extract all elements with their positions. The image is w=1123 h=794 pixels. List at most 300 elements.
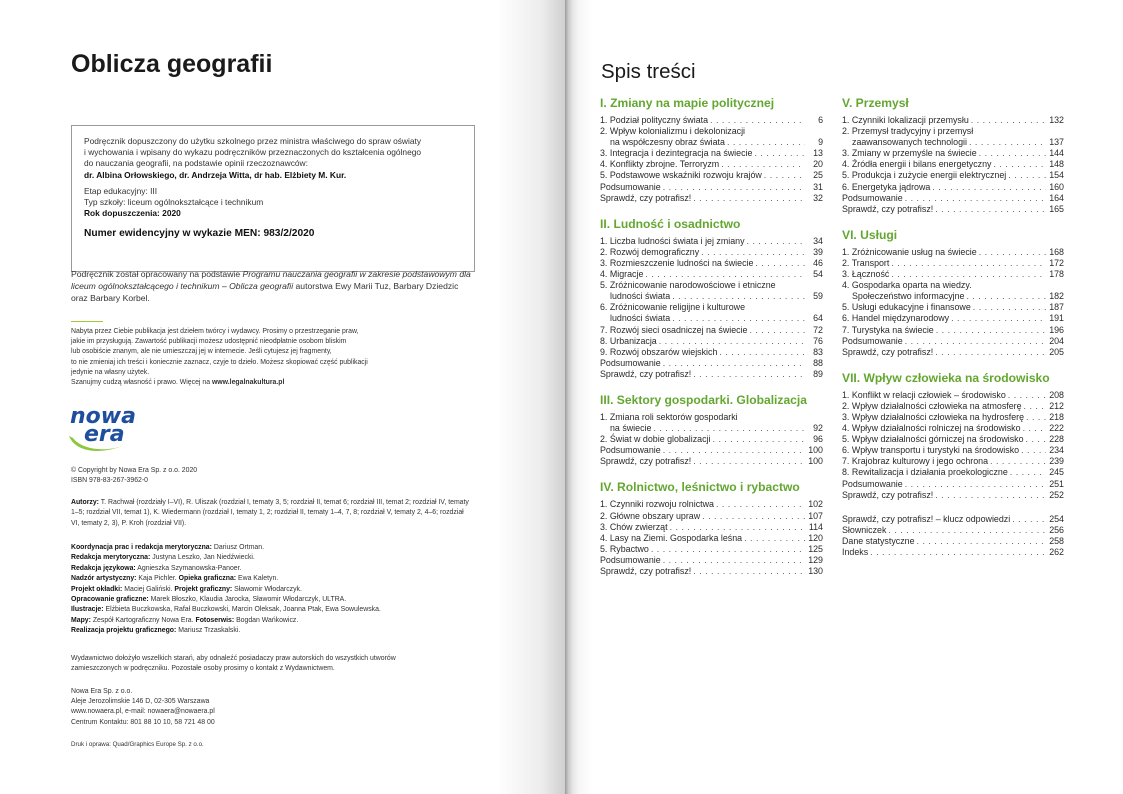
nowa-era-logo [66, 400, 146, 456]
credit-line: Koordynacja prac i redakcja merytoryczna: Dariusz Ortman. [71, 544, 265, 551]
dot-leader [1021, 445, 1046, 456]
dot-leader [1008, 170, 1046, 181]
men-number: Numer ewidencyjny w wykazie MEN: 983/2/2020 [84, 228, 315, 240]
toc-entry[interactable] [600, 369, 823, 380]
toc-chapter-title[interactable]: VII. Wpływ człowieka na środowisko [842, 370, 1050, 385]
toc-entry-title: 6. Handel międzynarodowy [842, 313, 950, 324]
toc-page-number: 160 [1049, 181, 1064, 192]
dot-leader [710, 115, 805, 126]
dot-leader [936, 325, 1046, 336]
toc-entry[interactable] [600, 126, 823, 137]
toc-entry-title: Podsumowanie [842, 335, 903, 346]
toc-page-number: 191 [1049, 313, 1064, 324]
toc-entry-title: Podsumowanie [600, 357, 661, 368]
dot-leader [659, 336, 805, 347]
toc-column-right [842, 96, 1064, 558]
dot-leader [663, 358, 805, 369]
dot-leader [663, 445, 805, 456]
toc-entry[interactable] [842, 456, 1064, 467]
credits [71, 543, 471, 637]
toc-entry-title: ludności świata [610, 313, 671, 324]
dot-leader [701, 247, 805, 258]
dot-leader [951, 313, 1046, 324]
toc-entry[interactable] [600, 193, 823, 204]
dot-leader [670, 522, 805, 533]
toc-entry[interactable] [842, 193, 1064, 204]
toc-entry[interactable] [842, 204, 1064, 215]
toc-column-left [600, 96, 823, 590]
toc-entry[interactable] [600, 511, 823, 522]
dot-leader [727, 137, 805, 148]
toc-entry-title: 4. Wpływ działalności rolniczej na środowisko [842, 423, 1021, 434]
toc-entry-title: 4. Konflikty zbrojne. Terroryzm [600, 159, 720, 170]
toc-entry[interactable] [842, 423, 1064, 434]
dot-leader [979, 247, 1046, 258]
toc-page-number: 251 [1049, 478, 1064, 489]
toc-page-number: 129 [808, 554, 823, 565]
toc-page-number: 252 [1049, 489, 1064, 500]
toc-entry[interactable] [842, 291, 1064, 302]
dot-leader [693, 369, 805, 380]
dot-leader [990, 456, 1046, 467]
credit-line: Ilustracje: Elżbieta Buczkowska, Rafał Buczkowski, Marcin Oleksak, Joanna Ptak, Ewa Sowulewska. [71, 606, 381, 614]
dot-leader [905, 336, 1046, 347]
toc-entry[interactable] [600, 236, 823, 247]
toc-entry-title: 8. Rewitalizacja i działania proekologiczne [842, 467, 1008, 478]
toc-entry[interactable] [842, 525, 1064, 536]
dot-leader [905, 193, 1046, 204]
credit-line: Mapy: Zespół Kartograficzny Nowa Era. Fotoserwis: Bogdan Wańkowicz. [71, 616, 299, 624]
toc-entry-title: Indeks [842, 547, 869, 557]
dot-leader [672, 313, 805, 324]
dot-leader [653, 423, 805, 434]
toc-entry[interactable] [600, 182, 823, 193]
legal-notice: Nabyta przez Ciebie publikacja jest dziełem twórcy i wydawcy. Prosimy o przestrzeganie praw, jakie im przysługują. Zawartość publikacji możesz udostępnić nieodpłatnie osobom bliskim lub osobiście znanym, ale nie umieszczaj jej w internecie. Jeśli cytujesz jej fragmenty, to nie zmieniaj ich treści i koniecznie zaznacz, czyje to dzieło. Możesz skopiować część publikacji jedynie na własny użytek. Szanujmy cudzą własność i prawo. Więcej na www.legalnakultura.pl [71, 328, 368, 387]
toc-entry-title: Sprawdź, czy potrafisz! [600, 192, 692, 203]
toc-entry-title: Sprawdź, czy potrafisz! [600, 368, 692, 379]
toc-page-number: 130 [808, 566, 823, 576]
toc-entry-title: 2. Transport [842, 257, 890, 268]
toc-entry[interactable] [600, 302, 823, 313]
toc-entry-title: 5. Usługi edukacyjne i finansowe [842, 302, 971, 313]
toc-entry-title: 4. Źródła energii i bilans energetyczny [842, 159, 992, 170]
toc-entry-title: 1. Zmiana roli sektorów gospodarki [600, 411, 738, 422]
credit-line: Nadzór artystyczny: Kaja Pichler. Opieka graficzna: Ewa Kaletyn. [71, 575, 279, 583]
toc-entry[interactable] [842, 313, 1064, 324]
toc-chapter-title[interactable]: VI. Usługi [842, 227, 898, 242]
toc-page-number: 20 [813, 159, 823, 170]
toc-entry-title: Sprawdź, czy potrafisz! [842, 346, 934, 357]
dot-leader [971, 115, 1046, 126]
toc-entry-title: zaawansowanych technologii [852, 137, 967, 148]
toc-page-number: 64 [813, 313, 823, 324]
approval-line: i wychowania i wpisany do wykazu podręczników przeznaczonych do kształcenia ogólnego [84, 147, 422, 158]
toc-page-number: 137 [1049, 137, 1064, 148]
toc-chapter [600, 217, 823, 380]
toc-entry[interactable] [600, 137, 823, 148]
book-title: Oblicza geografii [71, 50, 273, 78]
toc-entry-title: 2. Przemysł tradycyjny i przemysł [842, 126, 974, 137]
toc-entry-title: Sprawdź, czy potrafisz! – klucz odpowiedzi [842, 513, 1011, 524]
dot-leader [905, 479, 1046, 490]
dot-leader [645, 269, 805, 280]
toc-entry[interactable] [842, 490, 1064, 501]
dot-leader [935, 204, 1046, 215]
toc-page-number: 228 [1049, 434, 1064, 445]
toc-chapter-title[interactable]: V. Przemysł [842, 96, 909, 110]
toc-page-number: 39 [813, 246, 823, 257]
toc-entry[interactable] [842, 479, 1064, 490]
dot-leader [870, 547, 1046, 558]
dot-leader [719, 347, 805, 358]
authors: Autorzy: T. Rachwał (rozdziały I–VI), R. Uliszak (rozdział I, tematy 3, 5; rozdział II, temat 6; rozdział III, temat 2; rozdział IV, tematy 1–5; rozdział VII, temat 1), K. Wiedermann (rozdział I, tematy 1, 2; rozdział II, tematy 1–4, 7, 8; rozdział V, tematy 2, 4–6; rozdział VI, tematy 2, 3), P. Kroh (rozdział VII). [71, 499, 469, 527]
dot-leader [891, 269, 1046, 280]
toc-entry[interactable] [600, 412, 823, 423]
toc-entry-title: 6. Wpływ transportu i turystyki na środowisko [842, 445, 1020, 456]
print-info: Druk i oprawa: Quad/Graphics Europe Sp. z o.o. [71, 741, 204, 748]
toc-page-number: 148 [1049, 159, 1064, 170]
toc-entry[interactable] [842, 467, 1064, 478]
dot-leader [966, 291, 1046, 302]
toc-entry-title: Podsumowanie [600, 181, 661, 192]
dot-leader [716, 499, 805, 510]
toc-entry-title: Dane statystyczne [842, 535, 915, 546]
toc-entry[interactable] [842, 280, 1064, 291]
toc-entry-title: 7. Krajobraz kulturowy i jego ochrona [842, 456, 989, 467]
toc-entry-title: 1. Czynniki rozwoju rolnictwa [600, 499, 714, 510]
toc-entry[interactable] [842, 401, 1064, 412]
toc-entry-title: 6. Energetyka jądrowa [842, 181, 931, 192]
toc-entry[interactable] [600, 170, 823, 181]
dot-leader [750, 325, 806, 336]
dot-leader [754, 148, 805, 159]
toc-entry-title: 1. Czynniki lokalizacji przemysłu [842, 115, 969, 125]
dot-leader [747, 236, 805, 247]
toc-chapter [842, 96, 1064, 215]
toc-page-number: 54 [813, 269, 823, 280]
toc-entry-title: 5. Wpływ działalności górniczej na środowisko [842, 434, 1024, 445]
toc-page-number: 164 [1049, 192, 1064, 203]
toc-entry-title: 3. Zmiany w przemyśle na świecie [842, 148, 977, 159]
legal-url[interactable]: www.legalnakultura.pl [211, 379, 285, 387]
toc-page-number: 114 [808, 521, 823, 532]
toc-entry-title: Podsumowanie [600, 554, 661, 565]
toc-page-number: 254 [1049, 513, 1064, 524]
toc-entry[interactable] [600, 533, 823, 544]
dot-leader [663, 555, 805, 566]
toc-entry-title: ludności świata [610, 291, 671, 302]
dot-leader [672, 291, 805, 302]
toc-page-number: 83 [813, 346, 823, 357]
credit-line: Opracowanie graficzne: Marek Błoszko, Klaudia Jarocka, Sławomir Włodarczyk, ULTRA. [71, 596, 347, 604]
toc-entry[interactable] [600, 269, 823, 280]
toc-entry-title: Podsumowanie [842, 478, 903, 489]
toc-page-number: 107 [808, 510, 823, 521]
toc-entry[interactable] [600, 148, 823, 159]
toc-page-number: 187 [1049, 302, 1064, 313]
toc-entry[interactable] [600, 325, 823, 336]
toc-entry-title: 3. Rozmieszczenie ludności na świecie [600, 257, 754, 268]
toc-page-number: 262 [1049, 547, 1064, 557]
toc-entry-title: 3. Integracja i dezintegracja na świecie [600, 148, 753, 159]
toc-entry-title: 1. Konflikt w relacji człowiek – środowisko [842, 389, 1006, 400]
toc-entry-title: 8. Urbanizacja [600, 335, 657, 346]
toc-page-number: 96 [813, 434, 823, 445]
isbn: ISBN 978-83-267-3962-0 [71, 477, 148, 485]
program-basis: Podręcznik został opracowany na podstawie Programu nauczania geografii w zakresie podstawowym dla liceum ogólnokształcącego i technikum – Oblicza geografii autorstwa Ewy Marii Tuz, Barbary Dziedzic oraz Barbary Korbel. [71, 269, 471, 303]
toc-page-number: 222 [1049, 423, 1064, 434]
dot-leader [702, 511, 805, 522]
toc-page-number: 100 [808, 456, 823, 467]
toc-entry-title: 6. Zróżnicowanie religijne i kulturowe [600, 302, 746, 313]
toc-chapter-title[interactable]: I. Zmiany na mapie politycznej [600, 96, 775, 110]
toc-entry-title: 7. Rozwój sieci osadniczej na świecie [600, 324, 748, 335]
toc-entry-title: 5. Podstawowe wskaźniki rozwoju krajów [600, 170, 762, 181]
dot-leader [935, 347, 1046, 358]
dot-leader [713, 434, 805, 445]
toc-entry[interactable] [842, 336, 1064, 347]
toc-entry-title: 4. Migracje [600, 269, 644, 280]
credit-line: Realizacja projektu graficznego: Mariusz Trzaskalski. [71, 627, 241, 635]
copyright: © Copyright by Nowa Era Sp. z o.o. 2020 ISBN 978-83-267-3962-0 [71, 467, 198, 485]
toc-page-number: 59 [813, 291, 823, 302]
toc-entry[interactable] [600, 347, 823, 358]
toc-entry[interactable] [842, 170, 1064, 181]
toc-entry[interactable] [600, 544, 823, 555]
toc-page-number: 144 [1049, 148, 1064, 159]
toc-page-number: 34 [813, 235, 823, 246]
toc-page-number: 205 [1049, 346, 1064, 357]
toc-entry[interactable] [842, 390, 1064, 401]
toc-chapter-title[interactable]: II. Ludność i osadnictwo [600, 216, 741, 231]
dot-leader [1026, 434, 1046, 445]
dot-leader [1010, 467, 1046, 478]
right-page [565, 0, 1123, 794]
toc-entry[interactable] [842, 148, 1064, 159]
toc-entry[interactable] [600, 115, 823, 126]
toc-entry-title: Podsumowanie [842, 192, 903, 203]
toc-entry[interactable] [600, 258, 823, 269]
dot-leader [1023, 423, 1046, 434]
approval-box [71, 125, 475, 272]
toc-page-number: 92 [813, 423, 823, 434]
toc-chapter [600, 480, 823, 577]
toc-page-number: 258 [1049, 535, 1064, 546]
dot-leader [693, 566, 805, 577]
dot-leader [1012, 514, 1046, 525]
toc-page-number: 182 [1049, 291, 1064, 302]
toc-chapter-title[interactable]: IV. Rolnictwo, leśnictwo i rybactwo [600, 480, 800, 495]
toc-entry-title: 5. Zróżnicowanie narodowościowe i etniczne [600, 280, 776, 291]
toc-backmatter [842, 514, 1064, 558]
toc-entry-title: 2. Wpływ działalności człowieka na atmosferę [842, 400, 1022, 411]
toc-entry[interactable] [842, 445, 1064, 456]
toc-chapter-title[interactable]: III. Sektory gospodarki. Globalizacja [600, 392, 807, 407]
toc-entry[interactable] [600, 566, 823, 577]
toc-entry[interactable] [842, 547, 1064, 558]
toc-page-number: 172 [1049, 257, 1064, 268]
toc-entry-title: 4. Lasy na Ziemi. Gospodarka leśna [600, 532, 743, 543]
toc-entry[interactable] [842, 412, 1064, 423]
toc-entry-title: na współczesny obraz świata [610, 137, 725, 148]
toc-entry[interactable] [842, 182, 1064, 193]
dot-leader [693, 193, 805, 204]
toc-page-number: 165 [1049, 203, 1064, 214]
toc-page-number: 13 [813, 148, 823, 159]
credit-line: Redakcja językowa: Agnieszka Szymanowska-Panoer. [71, 564, 242, 572]
toc-chapter [842, 371, 1064, 501]
toc-entry[interactable] [600, 336, 823, 347]
toc-entry[interactable] [600, 313, 823, 324]
toc-entry-title: 3. Łączność [842, 269, 890, 280]
rights-notice: Wydawnictwo dołożyło wszelkich starań, aby odnaleźć posiadaczy praw autorskich do wszystkich utworów zamieszczonych w podręczniku. Pozostałe osoby prosimy o kontakt z Wydawnictwem. [71, 655, 396, 673]
toc-page-number: 9 [818, 137, 823, 148]
toc-entry-title: 5. Produkcja i zużycie energii elektrycznej [842, 170, 1007, 181]
toc-entry[interactable] [842, 536, 1064, 547]
svg-text:era: era [84, 422, 125, 447]
approval-year: Rok dopuszczenia: 2020 [84, 208, 181, 219]
toc-page-number: 256 [1049, 524, 1064, 535]
toc-page-number: 125 [808, 543, 823, 554]
approval-line: Podręcznik dopuszczony do użytku szkolnego przez ministra właściwego do spraw oświaty [84, 136, 422, 146]
toc-page-number: 204 [1049, 335, 1064, 346]
toc-chapter [600, 393, 823, 467]
toc-entry-title: Społeczeństwo informacyjne [852, 291, 965, 302]
publisher-address: Nowa Era Sp. z o.o. Aleje Jerozolimskie 146 D, 02-305 Warszawa www.nowaera.pl, e-mail: nowaera@nowaera.pl Centrum Kontaktu: 801 88 10 10, 58 721 48 00 [71, 687, 471, 728]
toc-entry-title: na świecie [610, 423, 652, 434]
toc-page-number: 196 [1049, 324, 1064, 335]
toc-entry-title: 1. Podział polityczny świata [600, 115, 709, 125]
reviewers: dr. Albina Orłowskiego, dr. Andrzeja Witta, dr hab. Elżbiety M. Kur. [84, 169, 347, 180]
toc-page-number: 100 [808, 445, 823, 456]
toc-page-number: 132 [1049, 115, 1064, 125]
toc-entry-title: 1. Liczba ludności świata i jej zmiany [600, 235, 745, 246]
toc-entry[interactable] [842, 269, 1064, 280]
toc-entry[interactable] [600, 522, 823, 533]
toc-entry-title: 2. Wpływ kolonializmu i dekolonizacji [600, 126, 746, 137]
toc-page-number: 32 [813, 192, 823, 203]
toc-title: Spis treści [601, 60, 696, 83]
dot-leader [755, 258, 805, 269]
dot-leader [888, 525, 1046, 536]
dot-leader [932, 182, 1046, 193]
dot-leader [917, 536, 1046, 547]
toc-entry[interactable] [600, 291, 823, 302]
dot-leader [764, 170, 805, 181]
toc-entry-title: Sprawdź, czy potrafisz! [600, 566, 692, 576]
toc-entry[interactable] [842, 247, 1064, 258]
toc-page-number: 102 [808, 499, 823, 510]
toc-entry[interactable] [600, 456, 823, 467]
toc-entry[interactable] [842, 325, 1064, 336]
toc-chapter [600, 96, 823, 204]
publisher-web: www.nowaera.pl, e-mail: nowaera@nowaera.pl [71, 708, 215, 716]
education-stage: Etap edukacyjny: III [84, 185, 158, 196]
dot-leader [1026, 412, 1046, 423]
toc-entry-title: 3. Wpływ działalności człowieka na hydrosferę [842, 411, 1025, 422]
toc-entry-title: Sprawdź, czy potrafisz! [600, 456, 692, 467]
toc-entry[interactable] [600, 445, 823, 456]
toc-page-number: 46 [813, 257, 823, 268]
toc-entry[interactable] [600, 555, 823, 566]
toc-entry-title: 3. Chów zwierząt [600, 521, 668, 532]
dot-leader [969, 137, 1046, 148]
toc-page-number: 31 [813, 181, 823, 192]
divider [71, 321, 103, 322]
toc-entry[interactable] [842, 159, 1064, 170]
toc-entry-title: Podsumowanie [600, 445, 661, 456]
dot-leader [744, 533, 805, 544]
credit-line: Redakcja merytoryczna: Justyna Leszko, Jan Niedźwiecki. [71, 554, 255, 562]
dot-leader [721, 159, 805, 170]
toc-entry-title: 7. Turystyka na świecie [842, 324, 934, 335]
toc-page-number: 234 [1049, 445, 1064, 456]
approval-line: do nauczania geografii, na podstawie opinii rzeczoznawców: [84, 158, 308, 169]
toc-page-number: 178 [1049, 269, 1064, 280]
toc-entry[interactable] [842, 434, 1064, 445]
toc-entry-title: 2. Rozwój demograficzny [600, 246, 700, 257]
toc-entry[interactable] [600, 159, 823, 170]
toc-entry[interactable] [842, 137, 1064, 148]
dot-leader [891, 258, 1046, 269]
toc-page-number: 88 [813, 357, 823, 368]
toc-page-number: 89 [813, 368, 823, 379]
toc-page-number: 76 [813, 335, 823, 346]
dot-leader [663, 182, 805, 193]
toc-entry[interactable] [842, 115, 1064, 126]
toc-entry-title: 5. Rybactwo [600, 543, 649, 554]
toc-entry[interactable] [600, 434, 823, 445]
dot-leader [993, 159, 1046, 170]
toc-entry[interactable] [600, 499, 823, 510]
toc-page-number: 212 [1049, 400, 1064, 411]
toc-entry[interactable] [842, 347, 1064, 358]
toc-entry[interactable] [842, 302, 1064, 313]
dot-leader [651, 544, 805, 555]
toc-page-number: 72 [813, 324, 823, 335]
toc-page-number: 120 [808, 532, 823, 543]
toc-entry[interactable] [842, 514, 1064, 525]
toc-entry-title: 1. Zróżnicowanie usług na świecie [842, 246, 977, 257]
toc-page-number: 239 [1049, 456, 1064, 467]
toc-entry[interactable] [600, 423, 823, 434]
toc-page-number: 25 [813, 170, 823, 181]
dot-leader [1008, 390, 1046, 401]
toc-chapter [842, 228, 1064, 358]
toc-page-number: 168 [1049, 246, 1064, 257]
school-type: Typ szkoły: liceum ogólnokształcące i technikum [84, 197, 264, 208]
dot-leader [693, 456, 805, 467]
toc-entry[interactable] [600, 280, 823, 291]
toc-entry[interactable] [842, 258, 1064, 269]
toc-entry-title: 9. Rozwój obszarów wiejskich [600, 346, 718, 357]
toc-entry[interactable] [600, 358, 823, 369]
toc-entry-title: 2. Główne obszary upraw [600, 510, 701, 521]
credit-line: Projekt okładki: Maciej Galiński. Projekt graficzny: Sławomir Włodarczyk. [71, 585, 302, 593]
toc-page-number: 6 [818, 115, 823, 125]
toc-entry-title: Sprawdź, czy potrafisz! [842, 489, 934, 500]
dot-leader [979, 148, 1046, 159]
dot-leader [973, 302, 1046, 313]
toc-entry[interactable] [600, 247, 823, 258]
toc-entry[interactable] [842, 126, 1064, 137]
dot-leader [935, 490, 1046, 501]
svg-text:nowa: nowa [70, 404, 136, 429]
toc-page-number: 218 [1049, 411, 1064, 422]
toc-entry-title: 2. Świat w dobie globalizacji [600, 434, 711, 445]
dot-leader [1024, 401, 1046, 412]
toc-page-number: 208 [1049, 389, 1064, 400]
